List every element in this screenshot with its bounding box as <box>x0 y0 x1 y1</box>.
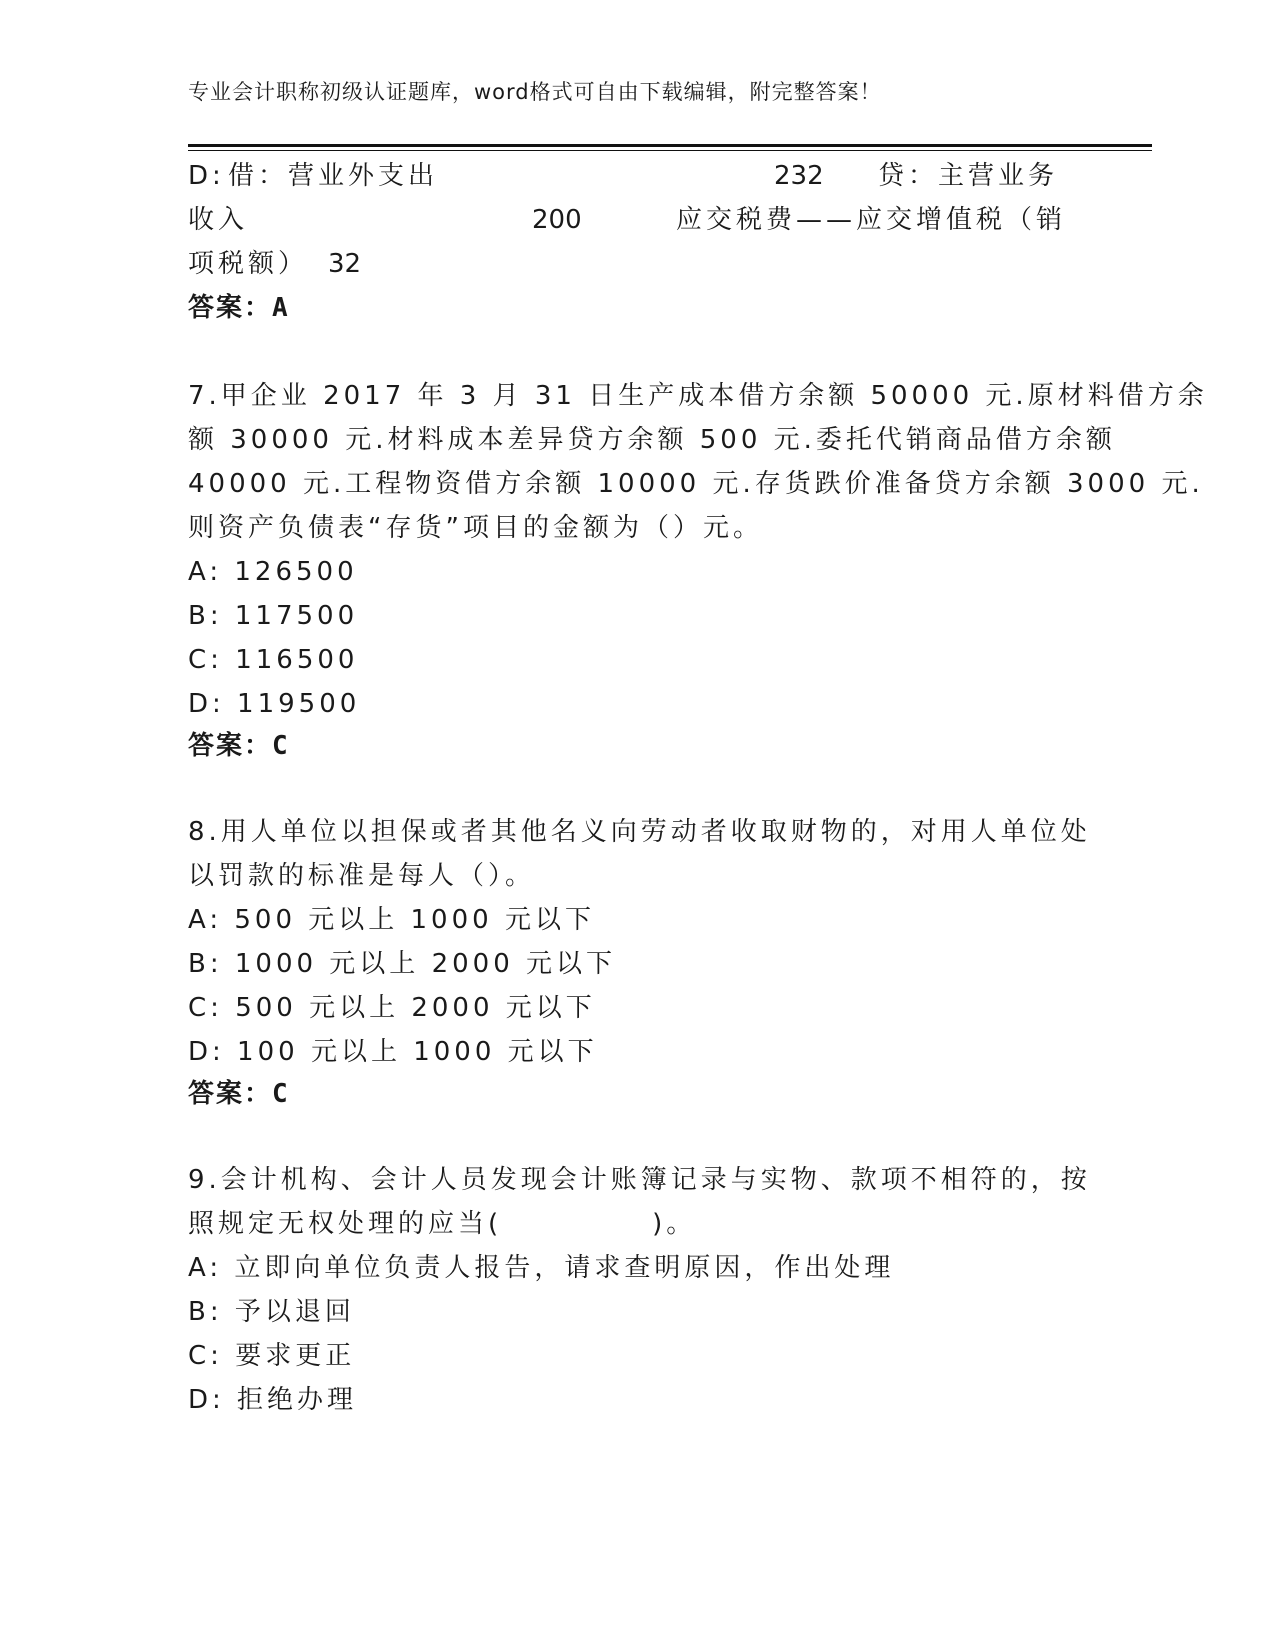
prev-option-d-label: D: <box>188 161 225 191</box>
answer-label: 答案： <box>188 731 273 761</box>
header-divider-thin <box>188 150 1152 151</box>
q8-option-b: B: 1000 元以上 2000 元以下 <box>188 949 617 979</box>
q7-stem-line-3: 40000 元.工程物资借方余额 10000 元.存货跌价准备贷方余额 3000 元. <box>188 469 1204 499</box>
answer-key: C <box>272 1079 290 1109</box>
q8-stem-line-2: 以罚款的标准是每人（）。 <box>188 861 536 891</box>
q7-option-b: B: 117500 <box>188 601 359 631</box>
q8-stem-line-1: 8.用人单位以担保或者其他名义向劳动者收取财物的，对用人单位处 <box>188 817 1091 847</box>
q9-option-b: B: 予以退回 <box>188 1297 355 1327</box>
q7-option-c: C: 116500 <box>188 645 359 675</box>
prev-option-d-entry: 借：营业外支出 <box>228 161 439 191</box>
q9-option-d: D: 拒绝办理 <box>188 1385 358 1415</box>
q8-option-d: D: 100 元以上 1000 元以下 <box>188 1037 598 1067</box>
q7-stem-line-4: 则资产负债表“存货”项目的金额为（）元。 <box>188 513 763 543</box>
prev-line2-amount: 200 <box>532 205 582 235</box>
q8-answer <box>188 1078 290 1110</box>
answer-label: 答案： <box>188 293 273 323</box>
prev-line2-text: 收入 <box>188 205 249 235</box>
q8-option-c: C: 500 元以上 2000 元以下 <box>188 993 596 1023</box>
answer-key: C <box>272 731 290 761</box>
prev-line3-amount: 32 <box>328 249 362 279</box>
prev-option-d-amount: 232 <box>774 161 824 191</box>
q7-stem-line-2: 额 30000 元.材料成本差异贷方余额 500 元.委托代销商品借方余额 <box>188 425 1116 455</box>
prev-answer <box>188 292 290 324</box>
q7-stem-line-1: 7.甲企业 2017 年 3 月 31 日生产成本借方余额 50000 元.原材料借方余 <box>188 381 1208 411</box>
page-header: 专业会计职称初级认证题库，word格式可自由下载编辑，附完整答案！ <box>188 80 882 104</box>
q7-option-d: D: 119500 <box>188 689 361 719</box>
q7-option-a: A: 126500 <box>188 557 358 587</box>
prev-line3-text: 项税额） <box>188 249 309 279</box>
prev-option-d-credit: 贷：主营业务 <box>878 161 1059 191</box>
q9-option-c: C: 要求更正 <box>188 1341 356 1371</box>
q9-stem-line-2: 照规定无权处理的应当( )。 <box>188 1209 697 1239</box>
prev-line2-account: 应交税费——应交增值税（销 <box>676 205 1067 235</box>
header-divider-thick <box>188 144 1152 147</box>
q8-option-a: A: 500 元以上 1000 元以下 <box>188 905 595 935</box>
answer-key: A <box>272 293 290 323</box>
q9-option-a: A: 立即向单位负责人报告，请求查明原因，作出处理 <box>188 1253 895 1283</box>
q7-answer <box>188 730 290 762</box>
q9-stem-line-1: 9.会计机构、会计人员发现会计账簿记录与实物、款项不相符的，按 <box>188 1165 1091 1195</box>
answer-label: 答案： <box>188 1079 273 1109</box>
